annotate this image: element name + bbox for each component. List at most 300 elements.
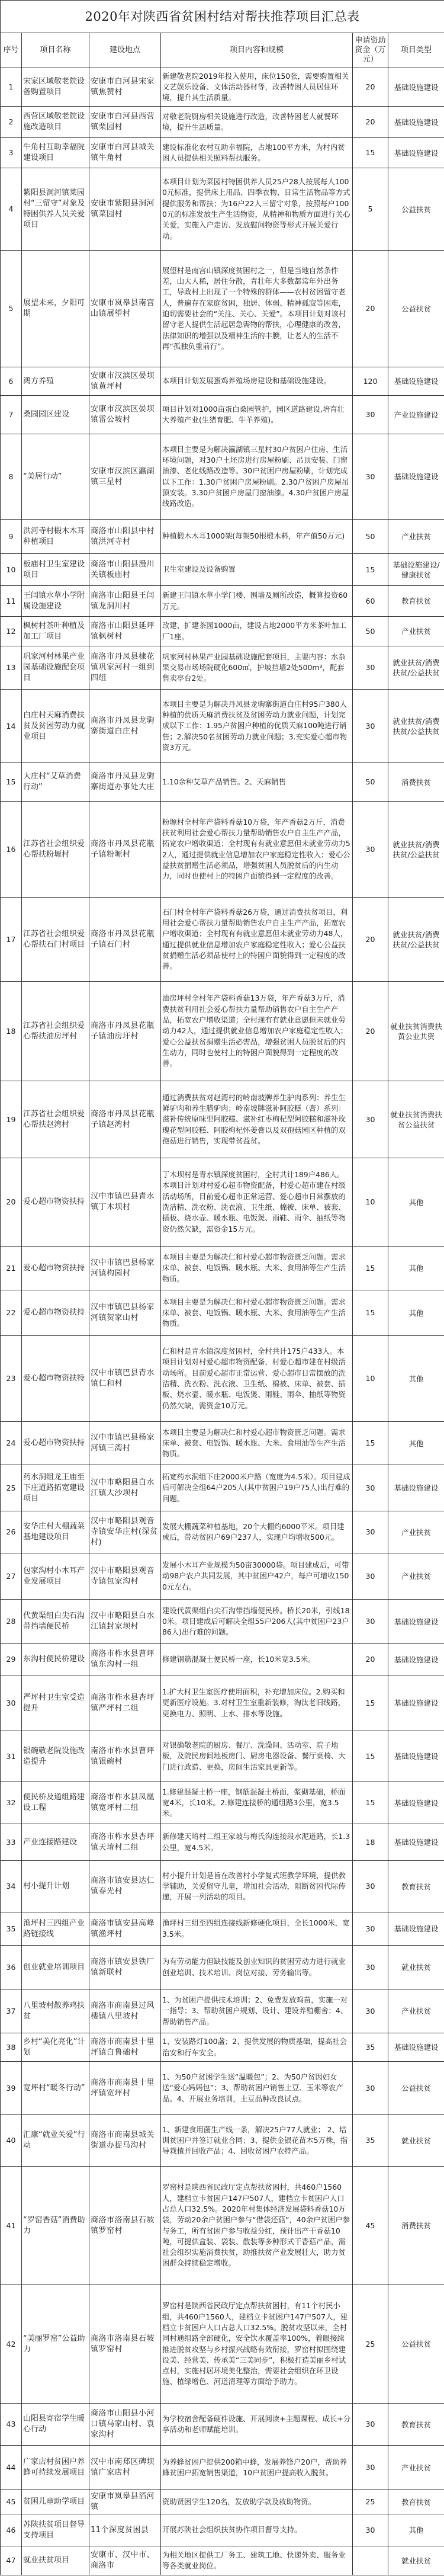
row-number: 3	[1, 138, 22, 168]
project-content: 修建钢筋混凝土便民桥一座，长10米宽3.5米。	[161, 1644, 353, 1675]
project-name: 展望未来，夕阳可期	[22, 251, 89, 367]
funding-amount: 30	[353, 1912, 388, 1946]
row-number: 2	[1, 107, 22, 138]
project-type: 教育扶贫	[388, 586, 444, 617]
project-content: 油房坪村全村年产袋料香菇13万袋，年产香菇3万斤，消费扶贫利用社会爱心帮扶力量帮助销售农户自主生产产品，拓宽农户增收渠道；全村现有有就业意愿但未就业劳动力42人，通过提供就业信息增加农户家庭稳定性收入；爱心公益扶贫捐赠生活必需品，增强贫困人员脱贫后的内生动力，同时也使村上的特困户面貌得到一定程度的改善。	[161, 982, 353, 1081]
project-type: 基础设施建设/健康扶贫	[388, 554, 444, 586]
table-row	[1, 1912, 444, 1946]
project-location: 汉中市略阳县白水江镇封家坝村	[89, 1600, 161, 1644]
project-name: 江苏省社会组织爱心帮扶油房坪村	[22, 982, 89, 1081]
row-number: 8	[1, 434, 22, 520]
project-location: 商洛市商南县过风楼镇八里坡村	[89, 1989, 161, 2033]
funding-amount	[353, 2546, 388, 2575]
project-type: 公益扶贫	[388, 2285, 444, 2404]
project-location: 商洛市丹凤县花瓶子镇粉塬村	[89, 802, 161, 898]
funding-amount: 20	[353, 982, 388, 1081]
project-name: 渔坪村三四组产业路链接线	[22, 1912, 89, 1946]
project-location: 汉中市镇巴县杨家河镇三湾村	[89, 1422, 161, 1465]
project-content: 建设代黄渠组白尖石沟带挡墙便民桥。桥长20米，引线180米。项目建成后可解决全组55户206人(其中贫困户23户86人)出行难的问题。	[161, 1600, 353, 1644]
project-name: 桑园园区建设	[22, 396, 89, 434]
project-location: 安康市、汉中市、商洛市	[89, 2546, 161, 2575]
project-location: 汉中市镇巴县杨家河镇构园村	[89, 1247, 161, 1290]
project-type: 基础设施建设	[388, 367, 444, 396]
project-name: 白庄村天麻消费扶贫及贫困劳动力就业项目	[22, 690, 89, 763]
funding-amount: 45	[353, 2167, 388, 2285]
row-number: 43	[1, 2404, 22, 2446]
project-content: 本项目主要是为解决瀛湖镇三星村30户贫困户住房、生活环境问题，对30户土坯房进行房屋粉刷、吊顶安装、门窗油漆、老化线路改造等。30户贫困户房屋粉刷，计划完成以下工作：1.30户贫困户房屋粉刷。2.30户贫困户房屋吊顶安装。3.30户贫困户房屋门窗油漆。4.30户贫困户房屋线路改造。	[161, 434, 353, 520]
table-row	[1, 2514, 444, 2546]
table-row	[1, 168, 444, 251]
row-number: 28	[1, 1600, 22, 1644]
row-number: 14	[1, 690, 22, 763]
project-content: 丁木坝村是青水镇深度贫困村，全村共计189户486人。本项目计划对村爱心超市物资配备，村爱心超市建在村级活动场所，目前爱心超市正常运营、爱心超市日常摆放的洗洁精、洗衣粉、洗衣液、卫生纸、棉被、床单、被套、插板、烧水壶、暖水瓶、电饭煲、雨鞋、雨伞、抽纸等物资仍然欠缺，需资金15万元。	[161, 1158, 353, 1247]
column-header-no: 序号	[1, 33, 22, 68]
funding-amount: 30	[353, 1989, 388, 2033]
project-type: 公益扶贫	[388, 251, 444, 367]
funding-amount: 30	[353, 1553, 388, 1600]
table-row	[1, 1600, 444, 1644]
project-name: 山阳县寄宿学生暖心行动	[22, 2404, 89, 2446]
table-row	[1, 396, 444, 434]
funding-amount: 20	[353, 898, 388, 982]
funding-amount: 30	[353, 2404, 388, 2446]
row-number: 4	[1, 168, 22, 251]
project-content: 建设标准化农村互助幸福院，占地100平方米，为村内贫困人员提供相关照料帮扶服务。	[161, 138, 353, 168]
table-row	[1, 586, 444, 617]
project-type: 其他	[388, 1247, 444, 1290]
project-content: 改建、扩建茶园1000亩，建设占地2000平方米茶叶加工厂1座。	[161, 617, 353, 646]
funding-amount: 30	[353, 434, 388, 520]
project-location: 安康市岚皋县南宫山镇展望村	[89, 251, 161, 367]
project-type: 消费扶贫	[388, 763, 444, 802]
row-number: 15	[1, 763, 22, 802]
project-name: 爱心超市物资扶持	[22, 1422, 89, 1465]
table-row	[1, 1081, 444, 1158]
project-location: 汉中市镇巴县青水镇仁和村	[89, 1336, 161, 1422]
project-type: 产业设施建设	[388, 396, 444, 434]
project-type: 基础设施建设	[388, 1824, 444, 1861]
row-number: 22	[1, 1290, 22, 1336]
row-number: 27	[1, 1553, 22, 1600]
table-body	[1, 68, 444, 2575]
project-content: 仁和村是青水镇深度贫困村，全村共计175户433人。本项目计划对村爱心超市物资配备，村爱心超市建在村级活动场所。目前爱心超市正常运营、爱心超市日常摆放的洗洁精、洗衣粉、洗衣液、卫生纸、棉被、床单、被套、插板、烧水壶、暖水瓶、电饭煲、雨鞋、雨伞、抽纸等物资仍然欠缺，需资金10万元。	[161, 1336, 353, 1422]
project-name: 广家店村贫困户养蜂可持续发展项目	[22, 2446, 89, 2490]
project-location: 商洛市丹凤县棣花镇巩家河村一组到四组	[89, 646, 161, 690]
row-number: 46	[1, 2514, 22, 2546]
project-content: 新建敬老院2019年投入使用，床位150张，需要购置相关文艺娱乐设备、文体活动器材等，改善特困人员居住环境，提升其生活质量。	[161, 68, 353, 107]
project-name: 牛角村互助幸福院建设项目	[22, 138, 89, 168]
table-row	[1, 1824, 444, 1861]
project-location: 商洛市山阳县延坪镇枫树村	[89, 617, 161, 646]
row-number: 40	[1, 2115, 22, 2167]
project-location: 商洛市柞水县杏坪镇天堉村二组	[89, 1824, 161, 1861]
project-content: 1.修建混凝土桥一座，钢筋混凝土桥面，浆砌基础，桥面宽4米，长10米。2.修建连接桥的通组路3公里，宽3.5米。	[161, 1782, 353, 1824]
funding-amount: 25	[353, 2490, 388, 2514]
row-number: 31	[1, 1731, 22, 1782]
project-location: 汉中市略阳县观音寺镇安华庄村(深贫村)	[89, 1511, 161, 1553]
project-name: 包家沟村小木耳产业发展项目	[22, 1553, 89, 1600]
project-name: 代黄渠组白尖石沟带挡墙便民桥	[22, 1600, 89, 1644]
project-content: 石门村全村年产袋料香菇26万袋，通过消费扶贫项目，利用社会爱心帮扶力量帮助销售农户自主生产产品，拓宽农户增收渠道；全村现有有就业意愿但未就业劳动力48人，通过提供就业信息增加农户家庭稳定性收入；爱心公益扶贫捐赠生活必须品使村上的特困户面貌得到一定程度的改善。	[161, 898, 353, 982]
project-name: 产业连接路建设	[22, 1824, 89, 1861]
row-number: 42	[1, 2285, 22, 2404]
project-location: 汉中市镇巴县杨家河镇贺家山村	[89, 1290, 161, 1336]
funding-amount: 15	[353, 1247, 388, 1290]
project-location: 安康市汉滨区瀛湖镇三星村	[89, 434, 161, 520]
project-content: 1、安装路灯100盏；2、提供发展的物质基础，提高社会治安和行车安全。	[161, 2033, 353, 2062]
funding-amount: 30	[353, 1511, 388, 1553]
row-number: 20	[1, 1158, 22, 1247]
table-row	[1, 1782, 444, 1824]
project-type: 基础设施建设	[388, 434, 444, 520]
funding-amount: 20	[353, 1644, 388, 1675]
project-content: 巩家河村林果产业园基础设施配套项目，主要内容：水杂果交易市场场院硬化600㎡，护坡挡墙2处500m³，配套售卖亭台2处。	[161, 646, 353, 690]
project-type: 基础设施建设	[388, 1912, 444, 1946]
project-type: 产业扶贫	[388, 617, 444, 646]
document-title: 2020年对陕西省贫困村结对帮扶推荐项目汇总表	[1, 1, 444, 33]
table-row	[1, 251, 444, 367]
project-content: 1.扩大村卫生室医疗使用面积，补充增加床位。2.购买和更新医疗设施。3.对村卫生室重新装修，淘汰老旧线路，更换电力、照明、上水、排水等设施。	[161, 1675, 353, 1731]
table-row	[1, 1861, 444, 1912]
project-type: 基础设施建设	[388, 68, 444, 107]
column-header-amount: 申请资助资金（万元）	[353, 33, 388, 68]
row-number: 1	[1, 68, 22, 107]
project-name: 紫阳县洞河镇菜园村“三留守”对象及特困供养人员关爱项目	[22, 168, 89, 251]
project-type: 就业扶贫消费扶黄公业共资	[388, 982, 444, 1081]
row-number: 21	[1, 1247, 22, 1290]
project-name: 江苏省社会组织爱心帮扶赵湾村	[22, 1081, 89, 1158]
project-location: 商洛市镇安县铁厂镇新联村	[89, 1946, 161, 1989]
funding-amount: 15	[353, 138, 388, 168]
funding-amount: 30	[353, 1081, 388, 1158]
project-name: 银碗敬老院设施改造提升	[22, 1731, 89, 1782]
project-type: 教育扶贫	[388, 2490, 444, 2514]
project-type: 其他	[388, 1422, 444, 1465]
row-number: 47	[1, 2546, 22, 2575]
funding-amount: 35	[353, 2115, 388, 2167]
project-name: 巩家河村林果产业园基础设施配套项目	[22, 646, 89, 690]
table-row	[1, 1731, 444, 1782]
funding-amount: 25	[353, 2285, 388, 2404]
funding-amount: 15	[353, 554, 388, 586]
table-row	[1, 2062, 444, 2115]
project-name: 安华庄村大棚蔬菜基地建设项目	[22, 1511, 89, 1553]
row-number: 11	[1, 586, 22, 617]
row-number: 24	[1, 1422, 22, 1465]
project-content: 新修建天堉村二组王家坡与梅氏沟连接段水泥道路，长1.3公里，宽4.5米。	[161, 1824, 353, 1861]
row-number: 17	[1, 898, 22, 982]
project-type: 教育扶贫	[388, 1861, 444, 1912]
project-content: 资助贤困学生120名，发放助学款及救助物资。	[161, 2490, 353, 2514]
project-content: 本项目主要是为解决仁和村爱心超市物资匮乏问题。需求床单、被套、电饭锅、暖水瓶、大米、食用油等生产生活物质。	[161, 1422, 353, 1465]
project-name: “美丽罗窑”公益助力	[22, 2285, 89, 2404]
project-type: 产业扶贫	[388, 1511, 444, 1553]
row-number: 12	[1, 617, 22, 646]
project-type: 产业扶贫	[388, 2446, 444, 2490]
table-row	[1, 1336, 444, 1422]
funding-amount: 60	[353, 586, 388, 617]
project-type: 产业扶贫	[388, 1553, 444, 1600]
project-content: 种植椴木木耳1000架(每架50根椴木料，年产值50万元)	[161, 520, 353, 554]
table-row	[1, 2404, 444, 2446]
row-number: 7	[1, 396, 22, 434]
row-number: 45	[1, 2490, 22, 2514]
funding-amount: 5	[353, 168, 388, 251]
project-name: 乡村“美化亮化”计划	[22, 2033, 89, 2062]
project-name: 爱心超市物资扶持	[22, 1290, 89, 1336]
funding-amount: 30	[353, 1946, 388, 1989]
project-type: 就业扶贫消费扶贫公益扶贫	[388, 1081, 444, 1158]
project-name: 洪河寺村椴木木耳种植项目	[22, 520, 89, 554]
row-number: 26	[1, 1511, 22, 1553]
table-row	[1, 2115, 444, 2167]
project-type: 基础设施建设	[388, 1675, 444, 1731]
project-location: 汉中市略阳县观音寺镇包家沟村	[89, 1553, 161, 1600]
project-type: 就业扶贫	[388, 2115, 444, 2167]
funding-amount: 15	[353, 1422, 388, 1465]
project-location: 商洛市丹凤县花瓶子镇赵湾村	[89, 1081, 161, 1158]
project-type: 教育扶贫	[388, 2404, 444, 2446]
table-row	[1, 2546, 444, 2575]
table-row	[1, 1290, 444, 1336]
project-content: 通过消费扶贫对赵湾村的岭南坡牌养生驴肉系列：养生生鲜驴肉和养生腊驴肉；岭南坡牌滋补阿胶糕（膏）系列：滋补传统原味型阿胶糕、滋补红枣枸杞型阿胶糕和滋补玫瑰花型阿胶糕、阿胶枸杞怀姜膏以及双孢菇园区种植的双孢菇进行销售，实现带贫益贫。	[161, 1081, 353, 1158]
project-location: 汉中市镇巴县青水镇丁木坝村	[89, 1158, 161, 1247]
table-row	[1, 68, 444, 107]
row-number: 6	[1, 367, 22, 396]
table-row	[1, 554, 444, 586]
project-type: 基础设施建设	[388, 1731, 444, 1782]
project-location: 商洛市柞水县杏坪镇严坪村二组	[89, 1675, 161, 1731]
project-content: 卫生室建设及设备购置	[161, 554, 353, 586]
funding-amount: 15	[353, 1782, 388, 1824]
project-content: 项目计划对1000亩蛋白桑园管护，园区道路建设,培育壮大养殖产业(生猪育肥、牛羊养殖)。	[161, 396, 353, 434]
table-row	[1, 2446, 444, 2490]
row-number: 10	[1, 554, 22, 586]
table-row	[1, 1553, 444, 1600]
project-name: 严坪村卫生室受造提升	[22, 1675, 89, 1731]
project-content: 拓宽药水洞组下庄2000米户路（宽度为4.5米）。项目建成后可解决全组64户205人(其中贫困户19户75人)出行难的问题。	[161, 1465, 353, 1511]
project-type: 基础设施建设	[388, 1465, 444, 1511]
project-name: 东沟村便民桥建设	[22, 1644, 89, 1675]
project-type: 基础设施建设	[388, 107, 444, 138]
project-name: 枫树村茶叶种植及加工厂项目	[22, 617, 89, 646]
project-location: 汉中市南郑区碑坝镇广家店村	[89, 2446, 161, 2490]
project-name: “美居行动”	[22, 434, 89, 520]
funding-amount: 20	[353, 251, 388, 367]
project-type: 其他	[388, 1290, 444, 1336]
funding-amount: 15	[353, 1731, 388, 1782]
project-content: 罗窑村是陕西省民政厅定点帮扶贫困村，有11个村民小组，共460户1560人，建档立卡贫困户147户507人，建档立卡贫困户人口占总人口32.5%。脱贫攻坚以来，全村同村通组路全部硬化，安全饮水覆盖率100%，着眼接续推进脱贫攻坚与乡村振兴战略有效衔接，罗窑村拟围绕建设美、经营美、传承美“三美同步”，积极打造美丽乡村试点村，实施村居环境美化整治，需要社会组织在环卫设施、植绿增色、河道清理等方面给予助力。	[161, 2285, 353, 2404]
funding-amount: 20	[353, 107, 388, 138]
project-content: 渔坪村三组至四组连接线新修硬化项目，全长1000米，宽3.5米。	[161, 1912, 353, 1946]
project-location: 安康市岚皋县滔河镇	[89, 2490, 161, 2514]
project-name: 西营区域敬老院设施改造项目	[22, 107, 89, 138]
project-location: 商洛市商南县十里坪镇白鲁础村	[89, 2033, 161, 2062]
funding-amount: 10	[353, 1336, 388, 1422]
project-location: 商洛市柞水县曹坪镇东沟村一组	[89, 1644, 161, 1675]
funding-amount: 15	[353, 1290, 388, 1336]
project-type: 就业扶贫/消费扶贫/公益扶贫	[388, 802, 444, 898]
row-number: 32	[1, 1782, 22, 1824]
project-location: 商洛市镇安县高峰镇渔坪村	[89, 1912, 161, 1946]
project-location: 商洛市山阳县中村镇洪河寺村	[89, 520, 161, 554]
project-location: 商洛市商南县城关街道办捉马沟村	[89, 2115, 161, 2167]
table-row	[1, 1422, 444, 1465]
funding-amount: 30	[353, 1600, 388, 1644]
funding-amount: 18	[353, 1824, 388, 1861]
project-content: 发展大棚蔬菜种植基地，20个大棚约6000平米。项目建成后，带动贫困户69户237人，实现户均增收500元。	[161, 1511, 353, 1553]
funding-amount: 30	[353, 690, 388, 763]
funding-amount: 10	[353, 1158, 388, 1247]
column-header-type: 项目类型	[388, 33, 444, 68]
project-location: 汉中市略阳县白水江镇大沙坝村	[89, 1465, 161, 1511]
funding-amount: 30	[353, 2446, 388, 2490]
project-location: 商洛市丹凤县龙驹寨街道办事处大庄	[89, 763, 161, 802]
row-number: 35	[1, 1912, 22, 1946]
project-location: 商洛市丹凤县花瓶子镇石门村	[89, 898, 161, 982]
project-content: 本项目计划为菜园村特困供养人员25户28人按展每人1000元标准，提供床上用品、四季衣物、日常生活物品等方式提供服务和帮扶；为16户22人三留守对象，按照每户1000元的标准发放生产生活物资，从精神和物质方面进行关心关爱，实施入户走访、发放慰问物资等形式开展关爱行动。	[161, 168, 353, 251]
row-number: 25	[1, 1465, 22, 1511]
project-location: 商洛市山阳县王闫镇龙洞川村	[89, 586, 161, 617]
table-row	[1, 982, 444, 1081]
table-row	[1, 1675, 444, 1731]
project-location: 安康市汉滨区晏坝镇雷公坡村	[89, 396, 161, 434]
project-name: 江苏省社会组织爱心帮扶粉塬村	[22, 802, 89, 898]
column-header-name: 项目名称	[22, 33, 89, 68]
project-location: 商洛市洛南县石坡镇罗窑村	[89, 2167, 161, 2285]
project-location: 商洛市镇安县达仁镇春光村	[89, 1861, 161, 1912]
project-content: 发展小木耳产业规模为50亩30000袋。项目建成后，可带动98户农户共同发展，其中贫困户42户，每户可增收1500元左右。	[161, 1553, 353, 1600]
project-name: 爱心超市物资扶持	[22, 1247, 89, 1290]
project-type: 就业扶贫	[388, 1946, 444, 1989]
table-row	[1, 617, 444, 646]
row-number: 29	[1, 1644, 22, 1675]
project-location: 11个深度贫困县	[89, 2514, 161, 2546]
funding-amount: 30	[353, 2062, 388, 2115]
project-location: 安康市汉滨区晏坝镇黄坪村	[89, 367, 161, 396]
project-content: 对敬老院厨房相关设施进行改造，改善特困老人就餐环境，提升生活质量。	[161, 107, 353, 138]
funding-amount: 15	[353, 1675, 388, 1731]
table-row	[1, 690, 444, 763]
project-name: 汇康“就业关爱”行动	[22, 2115, 89, 2167]
project-location: 商洛市柞水县凤凰镇宽坪村二组	[89, 1782, 161, 1824]
row-number: 33	[1, 1824, 22, 1861]
project-location: 安康市白河县宋家镇焦赞村	[89, 68, 161, 107]
column-header-content: 项目内容和规模	[161, 33, 353, 68]
row-number: 37	[1, 1989, 22, 2033]
project-location: 安康市白河县西营镇栗园村	[89, 107, 161, 138]
project-type: 产业扶贫	[388, 520, 444, 554]
project-content: 罗窑村是陕西省民政厅定点帮扶贫困村，共460户1560人，建档立卡贫困户147户507人，建档立卡贫困户人口占总人口32.5%。2020年村集体经济发展袋料香菇10万袋，劳动20余户贫困户参与“借袋还菇”，40余户贫困户参与务工，所有贫困户参与收益分红，预计出产干香菇10吨，可提供盒装、袋装、散装等多种形式干香菇产品，需社会组织实施消费扶贫，助推扶贫产业发展壮大，助力贫困群众持续稳定增收。	[161, 2167, 353, 2285]
table-row	[1, 802, 444, 898]
project-content: 新建王闫镇水草小学门楼、围墙及厕所改造，概算投资60万元。	[161, 586, 353, 617]
row-number: 44	[1, 2446, 22, 2490]
table-row	[1, 1989, 444, 2033]
project-name: 药水洞组龙王庙至下庄道路拓宽建设项目	[22, 1465, 89, 1511]
funding-amount: 30	[353, 2514, 388, 2546]
project-name: 宋家区域敬老院设备购置项目	[22, 68, 89, 107]
table-row	[1, 646, 444, 690]
project-content: 本项目主要是为解决仁和村爱心超市物资匮乏问题。需求床单、被套、电饭锅、暖水瓶、大米、食用油等生产生活物质。	[161, 1247, 353, 1290]
table-row	[1, 107, 444, 138]
project-type: 基础设施建设	[388, 1600, 444, 1644]
project-type: 就业扶贫/消费扶贫/公益扶贫	[388, 690, 444, 763]
project-content: 展望村是南宫山镇深度贫困村之一，但是当地自然条件差，山大人稀，居住分散，青壮年大多数都常年外出务工，导政村上出现了一个特殊的群体——农村贫困留守老人，普遍存在家庭贫困，独居、体弱、精神孤寂等困难，迫切需要社会的“关注、关心、关爱”。本项目计划对该村留守老人提供生活起居急需物的帮扶，心理健康的改善，法律知识的增强以及精神生活的丰腴，让老人的生活不再“孤独负重前行”。	[161, 251, 353, 367]
project-content: 为有劳动能力但缺技能及创业知识的贫困劳动力进行就业创业培训、技术培训、岗位对接、劳务输出等。	[161, 1946, 353, 1989]
row-number: 9	[1, 520, 22, 554]
column-header-location: 建设地点	[89, 33, 161, 68]
table-row	[1, 1158, 444, 1247]
project-name: 八里坡村散养鸡扶贫	[22, 1989, 89, 2033]
project-name: 便民桥及通组路建设工程	[22, 1782, 89, 1824]
table-row	[1, 367, 444, 396]
table-row	[1, 763, 444, 802]
project-type: 其他	[388, 1336, 444, 1422]
project-location: 商洛市丹凤县花瓶子镇油房圩村	[89, 982, 161, 1081]
project-type: 其他	[388, 1158, 444, 1247]
funding-amount: 30	[353, 1861, 388, 1912]
project-location: 安康市紫阳县洞河镇菜园村	[89, 168, 161, 251]
row-number: 16	[1, 802, 22, 898]
project-location: 南洛市柞水县曹坪镇银碗村	[89, 1731, 161, 1782]
project-type: 消费扶贫	[388, 2167, 444, 2285]
project-content: 为相关地区提供工厂务工、建筑工地、快递外卖、服务业等各类就业岗位。	[161, 2546, 353, 2575]
table-row	[1, 520, 444, 554]
table-row	[1, 2033, 444, 2062]
funding-amount: 35	[353, 2033, 388, 2062]
project-name: “罗窑香菇”消费助力	[22, 2167, 89, 2285]
project-name: 大庄村“艾草消费行动”	[22, 763, 89, 802]
project-name: 贫困儿童助学项目	[22, 2490, 89, 2514]
project-content: 粉塬村全村年产袋料香菇10万袋，年产香菇2万斤，消费扶贫利用社会爱心帮扶力量帮助销售农户自主生产产品，拓宽农户增收渠道；全村现有有就业意愿但未就业劳动力52人，通过提供就业信息增加农户家庭稳定性收入；爱心公益扶贫捐赠生活必须品，增强贫困人员脱贫后的内生动力，同时也使村上的特困户面貌得到一定程度的改善。	[161, 802, 353, 898]
project-location: 安康市白河县城关镇牛角村	[89, 138, 161, 168]
project-type: 就业扶贫/消费扶贫/公益扶贫	[388, 898, 444, 982]
project-name: 江苏省社会组织爱心帮扶石门村项目	[22, 898, 89, 982]
project-name: 王闫镇水草小学附属设施建设	[22, 586, 89, 617]
project-type: 就业扶贫/消费扶贫/公益扶贫	[388, 646, 444, 690]
project-name: 宽坪村“暖冬行动”	[22, 2062, 89, 2115]
funding-amount: 30	[353, 646, 388, 690]
project-type: 基础设施建设	[388, 1782, 444, 1824]
project-name: 板庙村卫生室建设项目	[22, 554, 89, 586]
row-number: 38	[1, 2033, 22, 2062]
row-number: 30	[1, 1675, 22, 1731]
project-type: 基础设施建设	[388, 138, 444, 168]
row-number: 18	[1, 982, 22, 1081]
row-number: 13	[1, 646, 22, 690]
project-content: 1、新建食用菌生产线一条，解决25户77人就业； 2、培训贫困户并签订就业合同；3、提供金银花苗木5万株，指导栽植并回收产品；4、回收贫困户农特产品。	[161, 2115, 353, 2167]
row-number: 39	[1, 2062, 22, 2115]
project-name: 创业就业培训项目	[22, 1946, 89, 1989]
project-content: 开展苏陕社会组织扶贫协作项目督导支持。	[161, 2514, 353, 2546]
funding-amount: 30	[353, 1465, 388, 1511]
project-name: 鸿方养殖	[22, 367, 89, 396]
project-location: 商洛市山阳县漫川关镇板庙村	[89, 554, 161, 586]
funding-amount: 30	[353, 802, 388, 898]
table-row	[1, 1465, 444, 1511]
funding-amount: 20	[353, 68, 388, 107]
project-content: 对银确敬老院的厨房、餐厅、洗澡间、活动室、院子地板，及院民房间地板房门、厨房电器设备、餐厅桌椅、大门进行政造、更换，房间生活家具更新等。	[161, 1731, 353, 1782]
project-content: 为学校宿舍配备硬件设施、开展阅读+主题课程、成长+分享活动和老师赋能培训。	[161, 2404, 353, 2446]
table-row	[1, 2490, 444, 2514]
funding-amount: 120	[353, 367, 388, 396]
project-type: 公益扶贫	[388, 168, 444, 251]
table-row	[1, 1511, 444, 1553]
funding-amount: 50	[353, 617, 388, 646]
project-location: 商洛市丹凤县龙驹寨街道白庄村	[89, 690, 161, 763]
project-type: 基础设施建设	[388, 2033, 444, 2062]
funding-amount: 50	[353, 763, 388, 802]
